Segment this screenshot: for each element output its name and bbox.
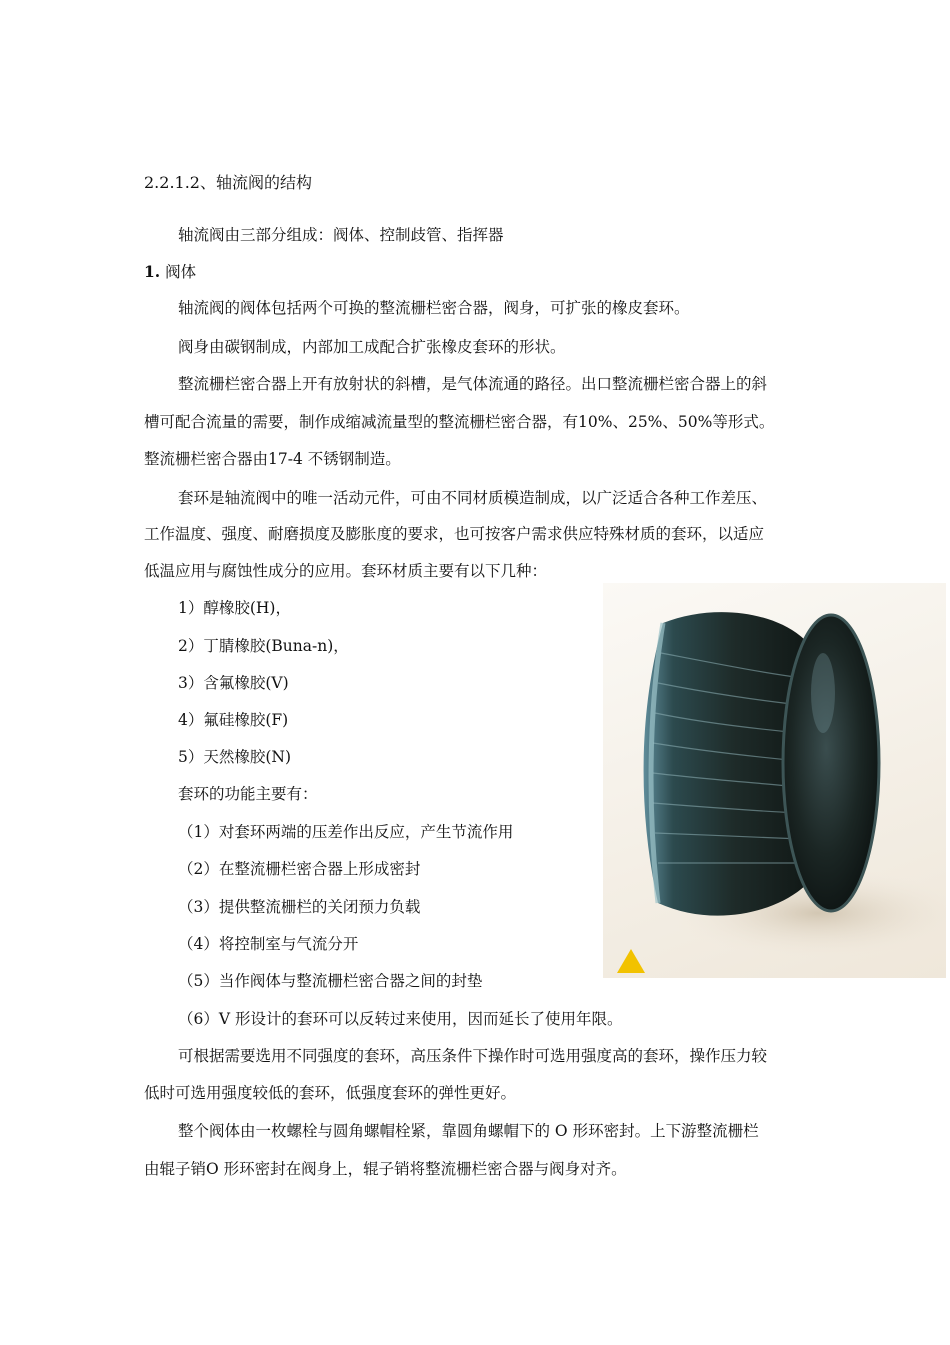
section-heading: 2.2.1.2、轴流阀的结构 [144,173,312,192]
material-item: 1）醇橡胶(H)， [178,599,291,617]
paragraph-line: 整流栅栏密合器由17-4 不锈钢制造。 [144,450,401,468]
function-item: （2）在整流栅栏密合器上形成密封 [178,860,421,878]
sleeve-illustration [603,583,946,978]
subsection-label: 阀体 [165,263,197,281]
function-item: （1）对套环两端的压差作出反应，产生节流作用 [178,823,514,841]
material-item: 2）丁腈橡胶(Buna-n)， [178,637,349,655]
paragraph-line: 阀身由碳钢制成，内部加工成配合扩张橡皮套环的形状。 [178,338,566,356]
functions-heading: 套环的功能主要有： [178,785,318,803]
function-item: （6）V 形设计的套环可以反转过来使用，因而延长了使用年限。 [178,1010,623,1028]
material-item: 4）氟硅橡胶(F) [178,711,289,729]
function-item: （3）提供整流栅栏的关闭预力负载 [178,898,421,916]
subsection-number: 1. [144,262,161,281]
paragraph-line: 槽可配合流量的需要，制作成缩减流量型的整流栅栏密合器，有10%、25%、50%等形式。 [144,413,775,431]
warning-triangle-icon [617,949,645,973]
paragraph-line: 低温应用与腐蚀性成分的应用。套环材质主要有以下几种： [144,562,548,580]
function-item: （4）将控制室与气流分开 [178,935,359,953]
intro-text: 轴流阀由三部分组成：阀体、控制歧管、指挥器 [178,226,504,244]
paragraph-line: 工作温度、强度、耐磨损度及膨胀度的要求，也可按客户需求供应特殊材质的套环，以适应 [144,525,765,543]
paragraph-line: 可根据需要选用不同强度的套环，高压条件下操作时可选用强度高的套环，操作压力较 [178,1047,768,1065]
subsection-title [144,262,196,282]
material-item: 5）天然橡胶(N) [178,748,292,766]
rubber-sleeve-photo [603,583,946,978]
function-item: （5）当作阀体与整流栅栏密合器之间的封垫 [178,972,483,990]
material-item: 3）含氟橡胶(V) [178,674,289,692]
paragraph-line: 整流栅栏密合器上开有放射状的斜槽，是气体流通的路径。出口整流栅栏密合器上的斜 [178,375,768,393]
paragraph-line: 整个阀体由一枚螺栓与圆角螺帽栓紧，靠圆角螺帽下的 O 形环密封。上下游整流栅栏 [178,1122,759,1140]
paragraph-line: 低时可选用强度较低的套环，低强度套环的弹性更好。 [144,1084,517,1102]
paragraph-line: 轴流阀的阀体包括两个可换的整流栅栏密合器，阀身，可扩张的橡皮套环。 [178,299,690,317]
paragraph-line: 由辊子销O 形环密封在阀身上，辊子销将整流栅栏密合器与阀身对齐。 [144,1160,627,1178]
paragraph-line: 套环是轴流阀中的唯一活动元件，可由不同材质模造制成，以广泛适合各种工作差压、 [178,489,768,507]
